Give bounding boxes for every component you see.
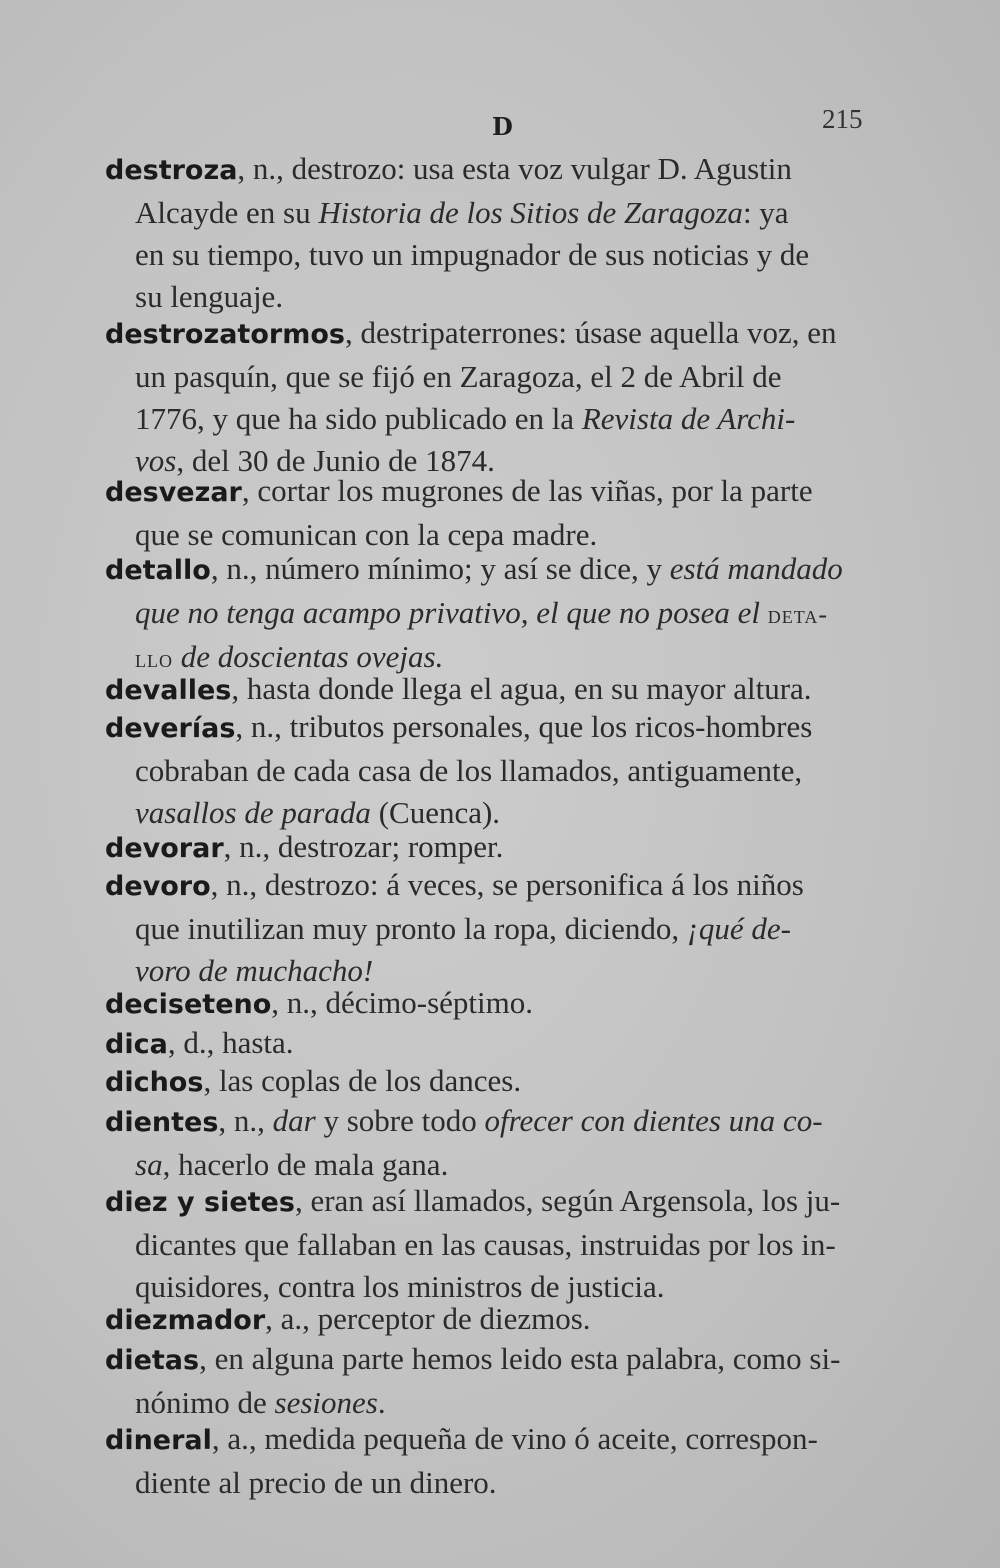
- definition-line: , n., tributos personales, que los ricos-hombres: [235, 709, 813, 744]
- definition-line: que inutilizan muy pronto la ropa, diciendo,: [135, 911, 687, 946]
- definition-line: cobraban de cada casa de los llamados, antiguamente,: [135, 753, 803, 788]
- italic-title: vos: [135, 443, 177, 478]
- definition-line: , n., destrozar; romper.: [223, 829, 504, 864]
- headword: diezmador: [105, 1305, 266, 1336]
- definition-line: , n., décimo-séptimo.: [271, 985, 534, 1020]
- headword: dientes: [105, 1107, 219, 1138]
- headword: dica: [105, 1029, 168, 1060]
- definition-line: diente al precio de un dinero.: [135, 1465, 497, 1500]
- italic-text: está mandado: [669, 551, 843, 586]
- small-caps-text: llo: [135, 644, 173, 673]
- definition-line: en su tiempo, tuvo un impugnador de sus noticias y de: [135, 237, 810, 272]
- definition-line: .: [377, 1385, 386, 1420]
- italic-text: dar: [272, 1103, 316, 1138]
- italic-text: ofrecer con dientes una co-: [484, 1103, 823, 1138]
- definition-line: , del 30 de Junio de 1874.: [176, 443, 495, 478]
- definition-line: , destripaterrones: úsase aquella voz, en: [344, 315, 837, 350]
- headword: devorar: [105, 833, 224, 864]
- headword: destrozatormos: [105, 319, 345, 350]
- headword: desvezar: [105, 477, 242, 508]
- entry-dichos: [105, 1060, 935, 1104]
- definition-line: (Cuenca).: [370, 795, 501, 830]
- definition-line: Alcayde en su: [135, 195, 319, 230]
- definition-line: y sobre todo: [315, 1103, 485, 1138]
- definition-line: , en alguna parte hemos leido esta palabra, como si-: [199, 1341, 841, 1376]
- italic-text: vasallos de parada: [135, 795, 371, 830]
- entry-diez-y-sietes: [105, 1180, 935, 1308]
- headword: deverías: [105, 713, 236, 744]
- definition-line: , d., hasta.: [167, 1025, 294, 1060]
- definition-line: , eran así llamados, según Argensola, los ju-: [294, 1183, 841, 1218]
- definition-line: , n., destrozo: á veces, se personifica á los niños: [210, 867, 804, 902]
- headword: devalles: [105, 675, 232, 706]
- entry-desvezar: [105, 470, 935, 556]
- entry-deverias: [105, 706, 935, 834]
- definition-line: , cortar los mugrones de las viñas, por la parte: [241, 473, 813, 508]
- entry-dineral: [105, 1418, 935, 1504]
- italic-title: Revista de Archi-: [581, 401, 796, 436]
- definition-line: , las coplas de los dances.: [203, 1063, 522, 1098]
- headword: deciseteno: [105, 989, 272, 1020]
- definition-line: dicantes que fallaban en las causas, instruidas por los in-: [135, 1227, 836, 1262]
- page-number: 215: [822, 104, 863, 134]
- definition-line: , hacerlo de mala gana.: [162, 1147, 449, 1182]
- entry-dietas: [105, 1338, 935, 1424]
- definition-line: , a., medida pequeña de vino ó aceite, correspon-: [211, 1421, 818, 1456]
- small-caps-text: deta-: [767, 600, 828, 629]
- headword: destroza: [105, 155, 238, 186]
- italic-text: de doscientas ovejas.: [173, 639, 444, 674]
- italic-text: voro de muchacho!: [135, 953, 374, 988]
- italic-text: sesiones: [274, 1385, 378, 1420]
- section-letter: D: [492, 112, 513, 141]
- definition-line: quisidores, contra los ministros de justicia.: [135, 1269, 665, 1304]
- definition-line: , n., número mínimo; y así se dice, y: [210, 551, 670, 586]
- entry-dientes: [105, 1100, 935, 1186]
- italic-text: ¡qué de-: [686, 911, 791, 946]
- entry-devoro: [105, 864, 935, 992]
- entry-diezmador: [105, 1298, 935, 1342]
- definition-line: su lenguaje.: [135, 279, 284, 314]
- headword: dichos: [105, 1067, 204, 1098]
- headword: diez y sietes: [105, 1187, 295, 1218]
- definition-line: 1776, y que ha sido publicado en la: [135, 401, 582, 436]
- headword: dineral: [105, 1425, 212, 1456]
- definition-line: , hasta donde llega el agua, en su mayor altura.: [231, 671, 812, 706]
- entry-destroza: [105, 148, 935, 318]
- entry-detallo: [105, 548, 935, 680]
- headword: detallo: [105, 555, 211, 586]
- italic-text: sa: [135, 1147, 163, 1182]
- italic-text: que no tenga acampo privativo, el que no posea el: [135, 595, 768, 630]
- definition-line: que se comunican con la cepa madre.: [135, 517, 598, 552]
- definition-line: , n.,: [218, 1103, 273, 1138]
- entry-destrozatormos: [105, 312, 935, 482]
- italic-title: Historia de los Sitios de Zaragoza: [318, 195, 743, 230]
- definition-line: un pasquín, que se fijó en Zaragoza, el 2 de Abril de: [135, 359, 782, 394]
- definition-line: : ya: [742, 195, 789, 230]
- headword: devoro: [105, 871, 211, 902]
- definition-line: , a., perceptor de diezmos.: [265, 1301, 591, 1336]
- running-head: [0, 104, 1000, 144]
- headword: dietas: [105, 1345, 200, 1376]
- definition-line: nónimo de: [135, 1385, 275, 1420]
- entry-deciseteno: [105, 982, 935, 1026]
- definition-line: , n., destrozo: usa esta voz vulgar D. Agustin: [237, 151, 792, 186]
